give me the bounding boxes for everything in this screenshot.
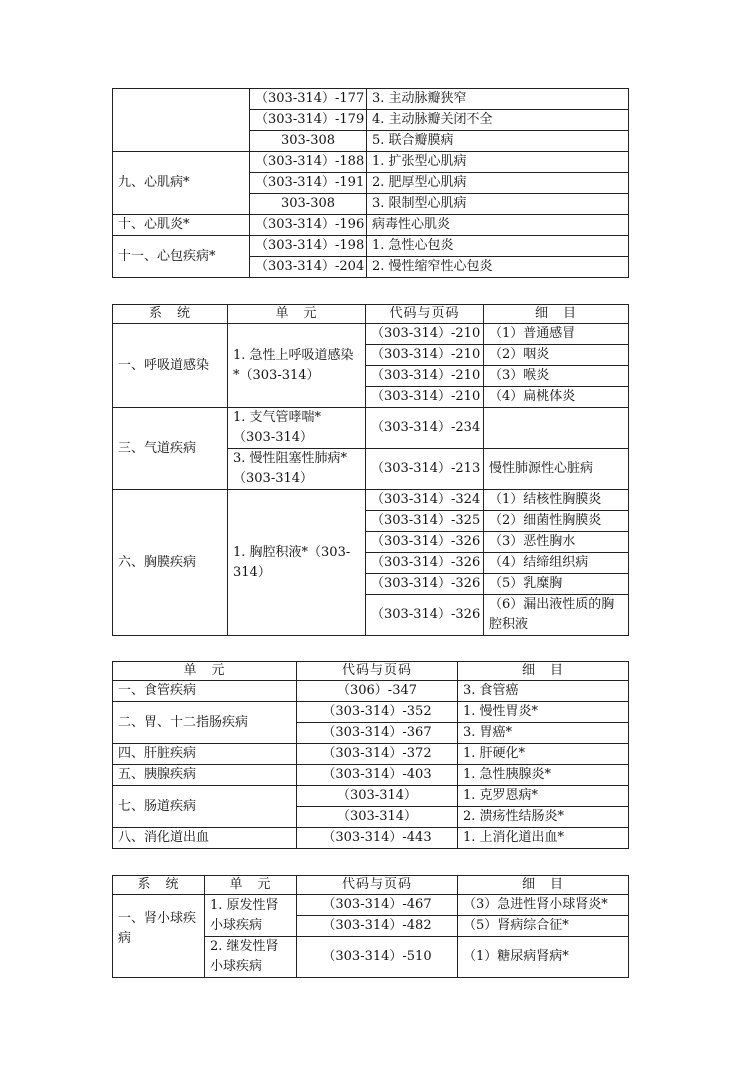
system-cell: 一、呼吸道感染 [113, 324, 228, 408]
code-cell: （303-314）-482 [297, 916, 458, 937]
detail-cell: 1. 急性心包炎 [367, 236, 629, 257]
code-cell: （303-314） [297, 807, 458, 828]
unit-cell: 四、肝脏疾病 [113, 744, 297, 765]
code-cell: （303-314）-177 [250, 89, 367, 110]
detail-cell: 慢性肺源性心脏病 [484, 449, 629, 490]
header-detail: 细 目 [458, 662, 629, 681]
detail-cell: 1. 扩张型心肌病 [367, 152, 629, 173]
code-cell: （303-314）-467 [297, 895, 458, 916]
code-cell: （303-314）-324 [366, 490, 484, 511]
code-cell: （303-314）-210 [366, 387, 484, 408]
unit-cell: 一、食管疾病 [113, 681, 297, 702]
code-cell: （303-314）-234 [366, 408, 484, 449]
header-unit: 单 元 [205, 876, 297, 895]
renal-table [112, 875, 629, 978]
unit-cell: 1. 支气管哮喘*（303-314） [228, 408, 366, 449]
unit-cell: 十、心肌炎* [113, 215, 250, 236]
code-cell: （303-314）-403 [297, 765, 458, 786]
unit-cell: 二、胃、十二指肠疾病 [113, 702, 297, 744]
code-cell: （303-314）-179 [250, 110, 367, 131]
system-cell: 六、胸膜疾病 [113, 490, 228, 636]
code-cell: 303-308 [250, 194, 367, 215]
code-cell: （303-314）-510 [297, 937, 458, 978]
code-cell: （303-314）-204 [250, 257, 367, 278]
detail-cell: （6）漏出液性质的胸腔积液 [484, 595, 629, 636]
detail-cell: 1. 肝硬化* [458, 744, 629, 765]
detail-cell: （5）乳糜胸 [484, 574, 629, 595]
detail-cell: （3）恶性胸水 [484, 532, 629, 553]
detail-cell: 病毒性心肌炎 [367, 215, 629, 236]
code-cell: （303-314）-210 [366, 366, 484, 387]
system-cell: 一、肾小球疾病 [113, 895, 205, 978]
detail-cell: （1）普通感冒 [484, 324, 629, 345]
detail-cell: （3）急进性肾小球肾炎* [458, 895, 629, 916]
code-cell: （303-314）-191 [250, 173, 367, 194]
header-code: 代码与页码 [366, 305, 484, 324]
code-cell: （303-314）-367 [297, 723, 458, 744]
unit-cell: 八、消化道出血 [113, 828, 297, 849]
code-cell: （303-314） [297, 786, 458, 807]
detail-cell: 1. 上消化道出血* [458, 828, 629, 849]
unit-cell: 十一、心包疾病* [113, 236, 250, 278]
code-cell: （303-314）-210 [366, 324, 484, 345]
detail-cell: （3）喉炎 [484, 366, 629, 387]
detail-cell: （4）扁桃体炎 [484, 387, 629, 408]
respiratory-table [112, 304, 629, 636]
code-cell: （303-314）-352 [297, 702, 458, 723]
system-cell: 三、气道疾病 [113, 408, 228, 490]
unit-cell: 七、肠道疾病 [113, 786, 297, 828]
header-detail: 细 目 [458, 876, 629, 895]
detail-cell: 1. 慢性胃炎* [458, 702, 629, 723]
detail-cell: 5. 联合瓣膜病 [367, 131, 629, 152]
unit-cell: 3. 慢性阻塞性肺病*（303-314） [228, 449, 366, 490]
unit-cell: 五、胰腺疾病 [113, 765, 297, 786]
detail-cell: 3. 胃癌* [458, 723, 629, 744]
detail-cell: （4）结缔组织病 [484, 553, 629, 574]
code-cell: （303-314）-326 [366, 553, 484, 574]
header-unit: 单 元 [113, 662, 297, 681]
detail-cell: （2）细菌性胸膜炎 [484, 511, 629, 532]
detail-cell: （5）肾病综合征* [458, 916, 629, 937]
detail-cell: （1）结核性胸膜炎 [484, 490, 629, 511]
code-cell: （303-314）-213 [366, 449, 484, 490]
header-detail: 细 目 [484, 305, 629, 324]
code-cell: （303-314）-326 [366, 574, 484, 595]
detail-cell: 1. 急性胰腺炎* [458, 765, 629, 786]
header-code: 代码与页码 [297, 662, 458, 681]
code-cell: （303-314）-196 [250, 215, 367, 236]
detail-cell: 3. 主动脉瓣狭窄 [367, 89, 629, 110]
code-cell: （303-314）-326 [366, 595, 484, 636]
header-system: 系 统 [113, 876, 205, 895]
unit-cell: 九、心肌病* [113, 152, 250, 215]
code-cell: （303-314）-210 [366, 345, 484, 366]
code-cell: （303-314）-372 [297, 744, 458, 765]
code-cell: （303-314）-325 [366, 511, 484, 532]
code-cell: （303-314）-443 [297, 828, 458, 849]
detail-cell: 2. 肥厚型心肌病 [367, 173, 629, 194]
code-cell: （303-314）-188 [250, 152, 367, 173]
header-code: 代码与页码 [297, 876, 458, 895]
detail-cell: 1. 克罗恩病* [458, 786, 629, 807]
unit-cell: 2. 继发性肾小球疾病 [205, 937, 297, 978]
detail-cell: 4. 主动脉瓣关闭不全 [367, 110, 629, 131]
unit-cell: 1. 急性上呼吸道感染*（303-314） [228, 324, 366, 408]
detail-cell: （2）咽炎 [484, 345, 629, 366]
code-cell: 303-308 [250, 131, 367, 152]
detail-cell: 2. 溃疡性结肠炎* [458, 807, 629, 828]
detail-cell: 3. 食管癌 [458, 681, 629, 702]
detail-cell: 2. 慢性缩窄性心包炎 [367, 257, 629, 278]
unit-cell: 1. 原发性肾小球疾病 [205, 895, 297, 937]
detail-cell [484, 408, 629, 449]
header-unit: 单 元 [228, 305, 366, 324]
code-cell: （303-314）-326 [366, 532, 484, 553]
digestive-table [112, 661, 629, 849]
cardiovascular-table [112, 88, 629, 278]
unit-cell [113, 89, 250, 152]
code-cell: （306）-347 [297, 681, 458, 702]
header-system: 系 统 [113, 305, 228, 324]
detail-cell: （1）糖尿病肾病* [458, 937, 629, 978]
unit-cell: 1. 胸腔积液*（303-314） [228, 490, 366, 636]
detail-cell: 3. 限制型心肌病 [367, 194, 629, 215]
code-cell: （303-314）-198 [250, 236, 367, 257]
